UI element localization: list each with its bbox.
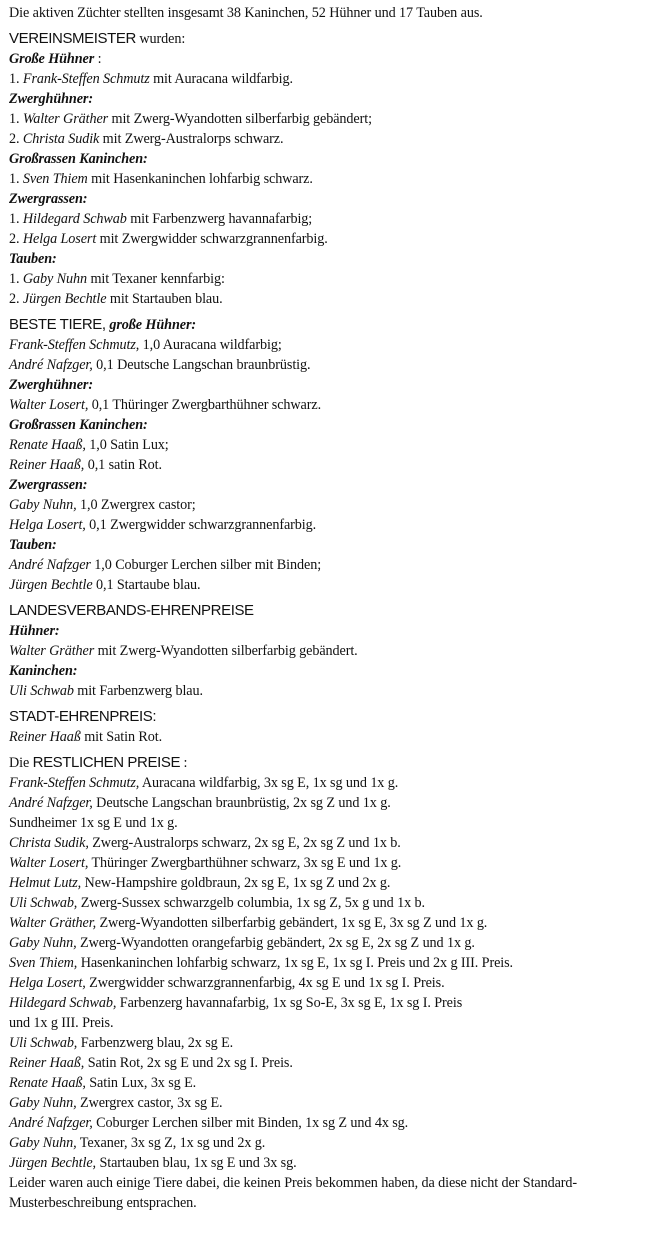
list-item: Walter Gräther mit Zwerg-Wyandotten silberfarbig gebändert.: [9, 643, 358, 659]
restliche-heading: Die RESTLICHEN PREISE :: [9, 754, 188, 771]
list-item: Uli Schwab, Zwerg-Sussex schwarzgelb columbia, 1x sg Z, 5x g und 1x b.: [9, 895, 425, 911]
list-item: Helga Losert, Zwergwidder schwarzgrannenfarbig, 4x sg E und 1x sg I. Preis.: [9, 975, 445, 991]
list-item: Gaby Nuhn, Zwerg-Wyandotten orangefarbig gebändert, 2x sg E, 2x sg Z und 1x g.: [9, 935, 475, 951]
list-item: Frank-Steffen Schmutz, Auracana wildfarbig, 3x sg E, 1x sg und 1x g.: [9, 775, 399, 791]
stadt-heading: STADT-EHRENPREIS:: [9, 708, 157, 725]
section-heading: BESTE TIERE,: [9, 316, 110, 333]
list-item: 1. Hildegard Schwab mit Farbenzwerg havannafarbig;: [9, 211, 313, 227]
list-item: Sven Thiem, Hasenkaninchen lohfarbig schwarz, 1x sg E, 1x sg I. Preis und 2x g III. Preis.: [9, 955, 514, 971]
list-item: 1. Gaby Nuhn mit Texaner kennfarbig:: [9, 271, 225, 287]
list-item: Renate Haaß, 1,0 Satin Lux;: [9, 437, 169, 453]
list-item: Reiner Haaß mit Satin Rot.: [9, 729, 163, 745]
list-item: 2. Helga Losert mit Zwergwidder schwarzgrannenfarbig.: [9, 231, 328, 247]
list-item: Reiner Haaß, Satin Rot, 2x sg E und 2x sg I. Preis.: [9, 1055, 293, 1071]
vereinsmeister-heading: VEREINSMEISTER wurden:: [9, 30, 186, 47]
list-item: Uli Schwab mit Farbenzwerg blau.: [9, 683, 203, 699]
list-item: André Nafzger 1,0 Coburger Lerchen silber mit Binden;: [9, 557, 322, 573]
list-item: André Nafzger, Coburger Lerchen silber mit Binden, 1x sg Z und 4x sg.: [9, 1115, 409, 1131]
subheading: Zwergrassen:: [9, 191, 88, 207]
subheading: Tauben:: [9, 537, 57, 553]
subheading: Kaninchen:: [9, 663, 78, 679]
list-item: Gaby Nuhn, Texaner, 3x sg Z, 1x sg und 2x g.: [9, 1135, 266, 1151]
list-item: Hildegard Schwab, Farbenzerg havannafarbig, 1x sg So-E, 3x sg E, 1x sg I. Preis: [9, 995, 463, 1011]
subheading: Großrassen Kaninchen:: [9, 151, 148, 167]
landesverband-heading: LANDESVERBANDS-EHRENPREISE: [9, 602, 254, 619]
list-item: Helmut Lutz, New-Hampshire goldbraun, 2x sg E, 1x sg Z und 2x g.: [9, 875, 391, 891]
list-item: Gaby Nuhn, Zwergrex castor, 3x sg E.: [9, 1095, 223, 1111]
list-item: Uli Schwab, Farbenzwerg blau, 2x sg E.: [9, 1035, 234, 1051]
section-heading: VEREINSMEISTER: [9, 30, 136, 47]
list-item: Helga Losert, 0,1 Zwergwidder schwarzgrannenfarbig.: [9, 517, 317, 533]
list-item: Walter Gräther, Zwerg-Wyandotten silberfarbig gebändert, 1x sg E, 3x sg Z und 1x g.: [9, 915, 488, 931]
list-item: Sundheimer 1x sg E und 1x g.: [9, 815, 178, 831]
list-item: 1. Frank-Steffen Schmutz mit Auracana wildfarbig.: [9, 71, 293, 87]
subheading: Zwergrassen:: [9, 477, 88, 493]
list-item: André Nafzger, Deutsche Langschan braunbrüstig, 2x sg Z und 1x g.: [9, 795, 391, 811]
subheading: Zwerghühner:: [9, 377, 93, 393]
list-item: André Nafzger, 0,1 Deutsche Langschan braunbrüstig.: [9, 357, 311, 373]
list-item: Frank-Steffen Schmutz, 1,0 Auracana wildfarbig;: [9, 337, 282, 353]
list-item: 1. Walter Gräther mit Zwerg-Wyandotten silberfarbig gebändert;: [9, 111, 372, 127]
list-item: Renate Haaß, Satin Lux, 3x sg E.: [9, 1075, 197, 1091]
beste-tiere-heading: BESTE TIERE, große Hühner:: [9, 316, 196, 333]
list-item: Christa Sudik, Zwerg-Australorps schwarz, 2x sg E, 2x sg Z und 1x b.: [9, 835, 401, 851]
subheading: Tauben:: [9, 251, 57, 267]
list-item: Reiner Haaß, 0,1 satin Rot.: [9, 457, 162, 473]
subheading: Große Hühner :: [9, 51, 102, 67]
list-item: 2. Christa Sudik mit Zwerg-Australorps schwarz.: [9, 131, 284, 147]
list-item: Walter Losert, Thüringer Zwergbarthühner schwarz, 3x sg E und 1x g.: [9, 855, 402, 871]
list-item: Jürgen Bechtle 0,1 Startaube blau.: [9, 577, 201, 593]
section-heading: RESTLICHEN PREISE: [32, 754, 181, 771]
intro-text: Die aktiven Züchter stellten insgesamt 38 Kaninchen, 52 Hühner und 17 Tauben aus.: [9, 5, 483, 21]
subheading: Hühner:: [9, 623, 60, 639]
subheading: Zwerghühner:: [9, 91, 93, 107]
list-item: Gaby Nuhn, 1,0 Zwergrex castor;: [9, 497, 196, 513]
subheading: Großrassen Kaninchen:: [9, 417, 148, 433]
list-item: Walter Losert, 0,1 Thüringer Zwergbarthühner schwarz.: [9, 397, 322, 413]
list-item: und 1x g III. Preis.: [9, 1015, 114, 1031]
list-item: 2. Jürgen Bechtle mit Startauben blau.: [9, 291, 223, 307]
list-item: 1. Sven Thiem mit Hasenkaninchen lohfarbig schwarz.: [9, 171, 313, 187]
list-item: Jürgen Bechtle, Startauben blau, 1x sg E und 3x sg.: [9, 1155, 297, 1171]
restliche-list: [9, 773, 658, 1173]
closing-text: Leider waren auch einige Tiere dabei, die keinen Preis bekommen haben, da diese nicht der Standard-Musterbeschreibung entsprachen.: [9, 1175, 578, 1211]
